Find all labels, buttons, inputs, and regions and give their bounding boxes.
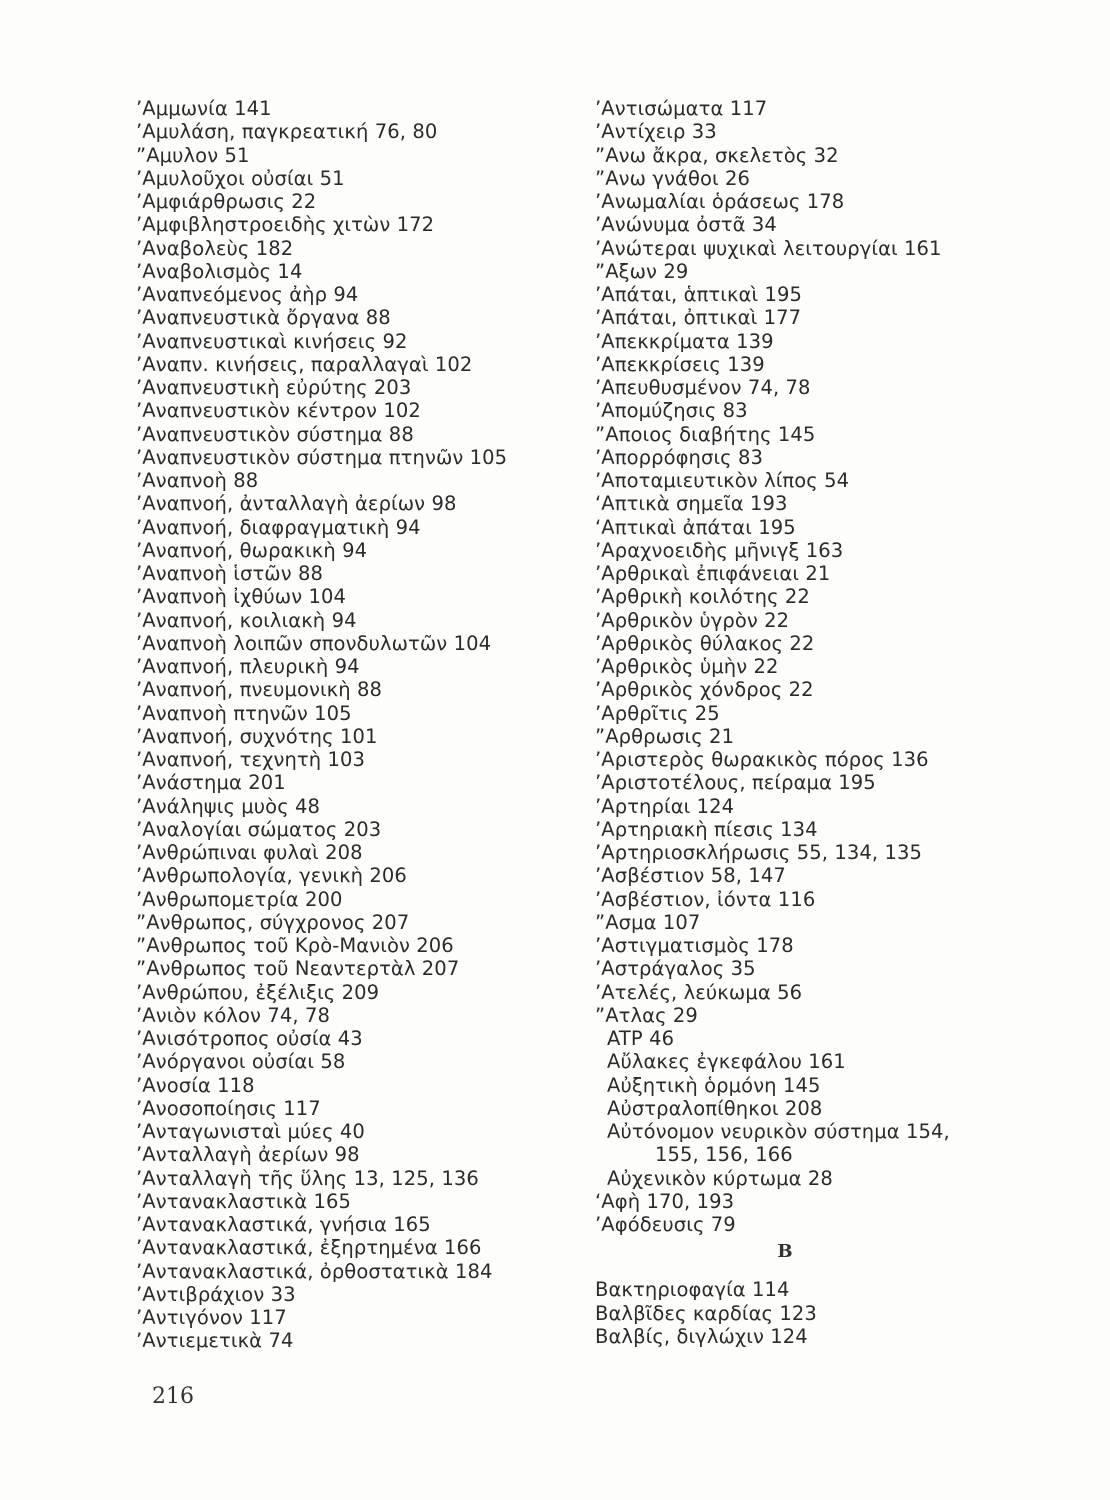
index-entry: ’Αρθρικὸς χόνδρος 22	[595, 678, 814, 702]
index-entry: ’Αμφιβληστροειδὴς χιτὼν 172	[136, 213, 435, 237]
index-entry: ’Αμυλάση, παγκρεατική 76, 80	[136, 120, 438, 144]
index-entry: ”Ανθρωπος, σύγχρονος 207	[136, 910, 410, 934]
index-entry: ’Αντισώματα 117	[595, 97, 768, 120]
index-entry: ’Αρθρικὸς ὑμὴν 22	[595, 655, 779, 678]
index-entry: ’Απεκκρίματα 139	[595, 329, 774, 353]
index-entry: ’Αναπνευστικὸν σύστημα 88	[136, 422, 414, 446]
index-entry: ’Απάται, ἁπτικαὶ 195	[595, 283, 803, 306]
index-entry: ’Αμυλοῦχοι οὐσίαι 51	[136, 166, 345, 190]
index-entry: ’Ανταλλαγὴ τῆς ὕλης 13, 125, 136	[136, 1166, 479, 1190]
index-entry: ’Αριστοτέλους, πείραμα 195	[595, 771, 876, 795]
index-entry: ’Αναπνοὴ 88	[136, 469, 259, 492]
index-entry: ’Αρτηριακὴ πίεσις 134	[595, 817, 818, 841]
page-number: 216	[152, 1384, 194, 1409]
index-entry: Αὔλακες ἐγκεφάλου 161	[607, 1050, 846, 1074]
index-entry: ’Αντανακλαστικά, γνήσια 165	[136, 1213, 431, 1236]
index-entry: ’Αναπνευστικὴ εὐρύτης 203	[136, 376, 412, 399]
index-entry: ’Απεκκρίσεις 139	[595, 352, 765, 376]
index-column-right	[595, 97, 1075, 1348]
index-entry: ’Αναβολεὺς 182	[136, 236, 294, 260]
index-entry: ’Αντιγόνον 117	[136, 1306, 287, 1329]
index-entry: ’Απορρόφησις 83	[595, 445, 764, 469]
index-entry: ’Ανθρώπου, ἐξέλιξις 209	[136, 980, 380, 1004]
index-entry: ’Αναλογίαι σώματος 203	[136, 817, 382, 841]
index-entry: ’Ανόργανοι οὐσίαι 58	[136, 1050, 346, 1074]
index-entry: ’Απευθυσμένον 74, 78	[595, 376, 811, 399]
index-entry-continuation: 155, 156, 166	[655, 1143, 793, 1167]
section-letter-heading: Β	[777, 1241, 793, 1263]
index-entry: Βαλβίς, διγλώχιν 124	[595, 1324, 808, 1348]
index-entry: ’Ανοσοποίησις 117	[136, 1096, 321, 1120]
index-entry: ’Αναπνευστικαὶ κινήσεις 92	[136, 329, 408, 353]
index-entry: ”Αμυλον 51	[136, 143, 250, 167]
index-entry: ’Αστράγαλος 35	[595, 957, 756, 981]
index-entry: Βακτηριοφαγία 114	[595, 1278, 790, 1302]
index-entry: ’Ανωμαλίαι ὁράσεως 178	[595, 190, 845, 213]
index-entry: ’Αναπνοή, κοιλιακὴ 94	[136, 608, 357, 632]
index-entry: ’Ανθρωπομετρία 200	[136, 887, 343, 911]
index-entry: ’Ανάληψις μυὸς 48	[136, 794, 321, 818]
index-entry: ’Αμμωνία 141	[136, 97, 272, 120]
index-entry: ’Αρτηριοσκλήρωσις 55, 134, 135	[595, 841, 923, 864]
index-entry: ’Ανθρωπολογία, γενικὴ 206	[136, 864, 407, 888]
index-entry: ‘Απτικαὶ ἀπάται 195	[595, 515, 796, 539]
index-entry: ’Αναπνευστικὸν σύστημα πτηνῶν 105	[136, 445, 508, 469]
index-entry: ’Αντιεμετικὰ 74	[136, 1329, 294, 1353]
index-entry: ’Αρθρικὸν ὑγρὸν 22	[595, 608, 790, 632]
index-entry: Αὐχενικὸν κύρτωμα 28	[607, 1166, 833, 1190]
index-entry: Αὐστραλοπίθηκοι 208	[607, 1096, 823, 1120]
index-entry: ’Ανταγωνισταὶ μύες 40	[136, 1120, 365, 1143]
index-entry: ”Ανω ἄκρα, σκελετὸς 32	[595, 143, 839, 167]
index-entry: ’Αναπνοή, τεχνητὴ 103	[136, 748, 366, 771]
index-entry: ’Αναπνευστικὰ ὄργανα 88	[136, 306, 391, 330]
index-entry: Αὐτόνομον νευρικὸν σύστημα 154,	[607, 1120, 950, 1143]
index-entry: ’Ασβέστιον, ἰόντα 116	[595, 887, 816, 911]
index-entry: ’Ατελές, λεύκωμα 56	[595, 980, 803, 1004]
index-entry: ’Ασβέστιον 58, 147	[595, 864, 786, 888]
index-entry: ’Ανταλλαγὴ ἀερίων 98	[136, 1143, 360, 1167]
index-entry: ’Αναπνευστικὸν κέντρον 102	[136, 399, 421, 423]
index-entry: ’Ανιὸν κόλον 74, 78	[136, 1003, 330, 1027]
index-entry: ’Αμφιάρθρωσις 22	[136, 190, 317, 213]
index-entry: ’Αντιβράχιον 33	[136, 1282, 296, 1306]
index-entry: ’Αναπνοὴ ἰχθύων 104	[136, 585, 347, 609]
index-entry: ’Αντανακλαστικά, ὀρθοστατικὰ 184	[136, 1259, 493, 1283]
index-entry: ’Αναπνοὴ πτηνῶν 105	[136, 701, 352, 725]
index-entry: ’Αφόδευσις 79	[595, 1213, 736, 1236]
index-entry: ’Αρθρικαὶ ἐπιφάνειαι 21	[595, 562, 831, 585]
index-entry: ’Αναπν. κινήσεις, παραλλαγαὶ 102	[136, 352, 473, 376]
index-entry: ’Αρθρῖτις 25	[595, 701, 720, 725]
index-entry: ”Αρθρωσις 21	[595, 724, 735, 748]
index-entry: ’Αντανακλαστικά, ἐξηρτημένα 166	[136, 1236, 482, 1260]
index-entry: ”Ασμα 107	[595, 910, 701, 934]
index-entry: ”Ατλας 29	[595, 1003, 698, 1027]
index-entry: ’Αντίχειρ 33	[595, 120, 717, 144]
index-entry: ’Αναπνοὴ ἱστῶν 88	[136, 562, 324, 585]
index-entry: ”Ανθρωπος τοῦ Νεαντερτὰλ 207	[136, 957, 460, 981]
index-entry: Βαλβῖδες καρδίας 123	[595, 1301, 817, 1325]
index-entry: ’Αντανακλαστικὰ 165	[136, 1189, 352, 1213]
index-entry: ’Αναπνοή, πνευμονικὴ 88	[136, 678, 383, 702]
index-entry: ”Ανω γνάθοι 26	[595, 166, 751, 190]
index-entry: ’Ανισότροπος οὐσία 43	[136, 1027, 363, 1050]
index-entry: ’Αρθρικὸς θύλακος 22	[595, 631, 815, 655]
index-entry: ’Απάται, ὀπτικαὶ 177	[595, 306, 802, 330]
index-entry: ’Ανώνυμα ὀστᾶ 34	[595, 213, 777, 237]
index-entry: ’Ανώτεραι ψυχικαὶ λειτουργίαι 161	[595, 236, 942, 260]
index-entry: ’Αναπνοὴ λοιπῶν σπονδυλωτῶν 104	[136, 631, 492, 655]
index-column-left	[136, 97, 556, 1353]
index-entry: ’Αραχνοειδὴς μῆνιγξ 163	[595, 538, 844, 562]
index-entry: ATP 46	[607, 1027, 675, 1050]
index-entry: ’Αναπνοή, πλευρικὴ 94	[136, 655, 360, 678]
index-entry: ’Απομύζησις 83	[595, 399, 748, 423]
index-entry: ’Αρτηρίαι 124	[595, 794, 735, 818]
index-entry: ’Αναπνοή, ἀνταλλαγὴ ἀερίων 98	[136, 492, 457, 516]
index-entry: ’Ανάστημα 201	[136, 771, 286, 795]
index-entry: ’Ανθρώπιναι φυλαὶ 208	[136, 841, 363, 864]
index-entry: ”Αξων 29	[595, 259, 689, 283]
index-entry: ’Αναπνοή, διαφραγματικὴ 94	[136, 515, 421, 539]
index-entry: Αὐξητικὴ ὁρμόνη 145	[607, 1073, 821, 1097]
index-entry: ’Αναπνοή, συχνότης 101	[136, 724, 378, 748]
index-entry: ”Ανθρωπος τοῦ Κρὸ-Μανιὸν 206	[136, 934, 454, 957]
index-entry: ”Αποιος διαβήτης 145	[595, 422, 816, 446]
index-entry: ‘Αφὴ 170, 193	[595, 1189, 735, 1213]
index-entry: ’Αποταμιευτικὸν λίπος 54	[595, 469, 850, 492]
index-entry: ’Αναπνοή, θωρακικὴ 94	[136, 538, 368, 562]
index-entry: ’Αστιγματισμὸς 178	[595, 934, 794, 957]
index-entry: ’Αναβολισμὸς 14	[136, 259, 303, 283]
index-entry: ’Αναπνεόμενος ἀὴρ 94	[136, 283, 359, 306]
index-entry: ’Αριστερὸς θωρακικὸς πόρος 136	[595, 748, 929, 771]
index-entry: ’Ανοσία 118	[136, 1073, 255, 1097]
index-entry: ‘Απτικὰ σημεῖα 193	[595, 492, 788, 516]
index-entry: ’Αρθρικὴ κοιλότης 22	[595, 585, 810, 609]
